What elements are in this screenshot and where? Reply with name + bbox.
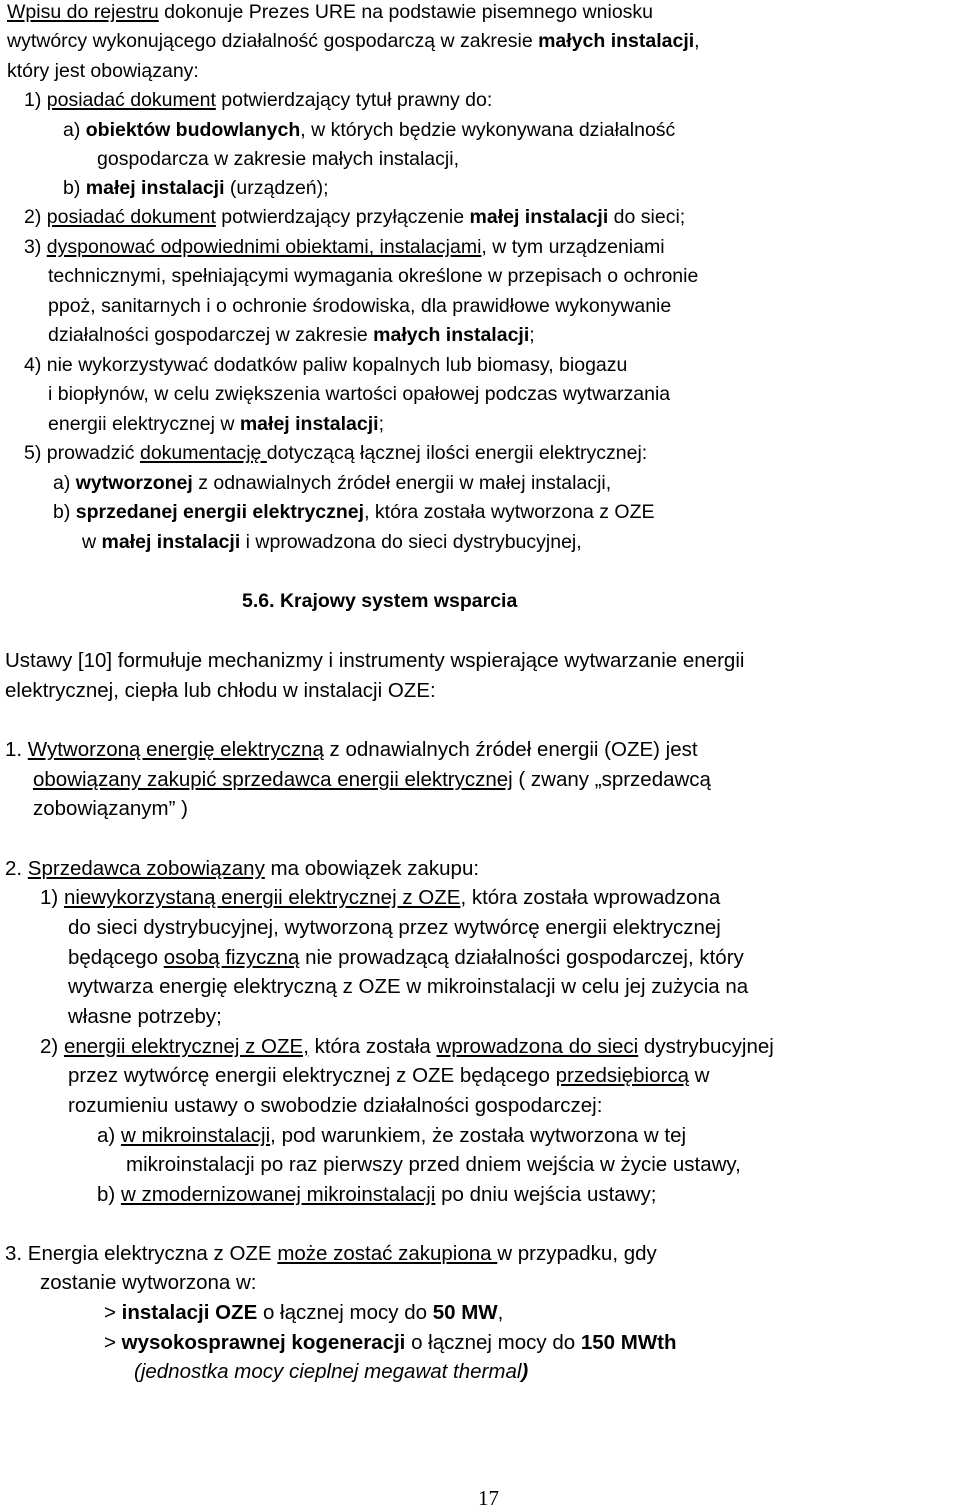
intro-line-1: Wpisu do rejestru dokonuje Prezes URE na podstawie pisemnego wniosku (7, 1, 654, 23)
point-2-2-b: b) w zmodernizowanej mikroinstalacji po dniu wejścia ustawy; (97, 1183, 657, 1206)
item-3-line-2: technicznymi, spełniającymi wymagania określone w przepisach o ochronie (48, 265, 699, 287)
item-3: 3) dysponować odpowiednimi obiektami, instalacjami, w tym urządzeniami (24, 236, 665, 258)
item-3-line-3: ppoż, sanitarnych i o ochronie środowiska, dla prawidłowe wykonywanie (48, 295, 672, 317)
item-1: 1) posiadać dokument potwierdzający tytuł prawny do: (24, 89, 493, 111)
page-number: 17 (478, 1486, 499, 1510)
item-3-line-4: działalności gospodarczej w zakresie małych instalacji; (48, 324, 535, 346)
item-2: 2) posiadać dokument potwierdzający przyłączenie małej instalacji do sieci; (24, 206, 686, 228)
point-1-line-3: zobowiązanym” ) (33, 797, 188, 820)
point-1-line-2: obowiązany zakupić sprzedawca energii elektrycznej ( zwany „sprzedawcą (33, 768, 711, 791)
item-5b-cont: w małej instalacji i wprowadzona do sieci dystrybucyjnej, (82, 531, 582, 553)
intro-line-3: który jest obowiązany: (7, 60, 199, 82)
point-2-1-line-3: będącego osobą fizyczną nie prowadzącą działalności gospodarczej, który (68, 946, 744, 969)
item-4-line-2: i biopłynów, w celu zwiększenia wartości opałowej podczas wytwarzania (48, 383, 671, 405)
point-2-2-line-3: rozumieniu ustawy o swobodzie działalności gospodarczej: (68, 1094, 603, 1117)
point-2-2-a: a) w mikroinstalacji, pod warunkiem, że została wytworzona w tej (97, 1124, 687, 1147)
point-2-1: 1) niewykorzystaną energii elektrycznej z OZE, która została wprowadzona (40, 886, 721, 909)
point-2-2-a-line-2: mikroinstalacji po raz pierwszy przed dniem wejścia w życie ustawy, (126, 1153, 741, 1176)
unit-note: (jednostka mocy cieplnej megawat thermal) (134, 1360, 529, 1383)
point-2-1-line-2: do sieci dystrybucyjnej, wytworzoną przez wytwórcę energii elektrycznej (68, 916, 721, 939)
point-2-1-line-4: wytwarza energię elektryczną z OZE w mikroinstalacji w celu jej zużycia na (68, 975, 749, 998)
item-4: 4) nie wykorzystywać dodatków paliw kopalnych lub biomasy, biogazu (24, 354, 628, 376)
ustawy-line-1: Ustawy [10] formułuje mechanizmy i instrumenty wspierające wytwarzanie energii (5, 649, 745, 672)
point-2: 2. Sprzedawca zobowiązany ma obowiązek zakupu: (5, 857, 480, 880)
point-1: 1. Wytworzoną energię elektryczną z odnawialnych źródeł energii (OZE) jest (5, 738, 698, 761)
item-5: 5) prowadzić dokumentację dotyczącą łącznej ilości energii elektrycznej: (24, 442, 648, 464)
item-4-line-3: energii elektrycznej w małej instalacji; (48, 413, 385, 435)
bullet-instalacji-oze: > instalacji OZE o łącznej mocy do 50 MW, (104, 1301, 504, 1324)
item-1b: b) małej instalacji (urządzeń); (63, 177, 329, 199)
point-2-1-line-5: własne potrzeby; (68, 1005, 222, 1028)
item-1a-cont: gospodarcza w zakresie małych instalacji, (97, 148, 459, 170)
point-2-2: 2) energii elektrycznej z OZE, która została wprowadzona do sieci dystrybucyjnej (40, 1035, 774, 1058)
section-heading: 5.6. Krajowy system wsparcia (242, 590, 518, 612)
point-2-2-line-2: przez wytwórcę energii elektrycznej z OZE będącego przedsiębiorcą w (68, 1064, 710, 1087)
intro-line-2: wytwórcy wykonującego działalność gospodarczą w zakresie małych instalacji, (7, 30, 700, 52)
point-3: 3. Energia elektryczna z OZE może zostać zakupiona w przypadku, gdy (5, 1242, 657, 1265)
point-3-line-2: zostanie wytworzona w: (40, 1271, 257, 1294)
bullet-kogeneracji: > wysokosprawnej kogeneracji o łącznej mocy do 150 MWth (104, 1331, 677, 1354)
item-1a: a) obiektów budowlanych, w których będzie wykonywana działalność (63, 119, 676, 141)
item-5a: a) wytworzonej z odnawialnych źródeł energii w małej instalacji, (53, 472, 612, 494)
item-5b: b) sprzedanej energii elektrycznej, która została wytworzona z OZE (53, 501, 655, 523)
ustawy-line-2: elektrycznej, ciepła lub chłodu w instalacji OZE: (5, 679, 436, 702)
